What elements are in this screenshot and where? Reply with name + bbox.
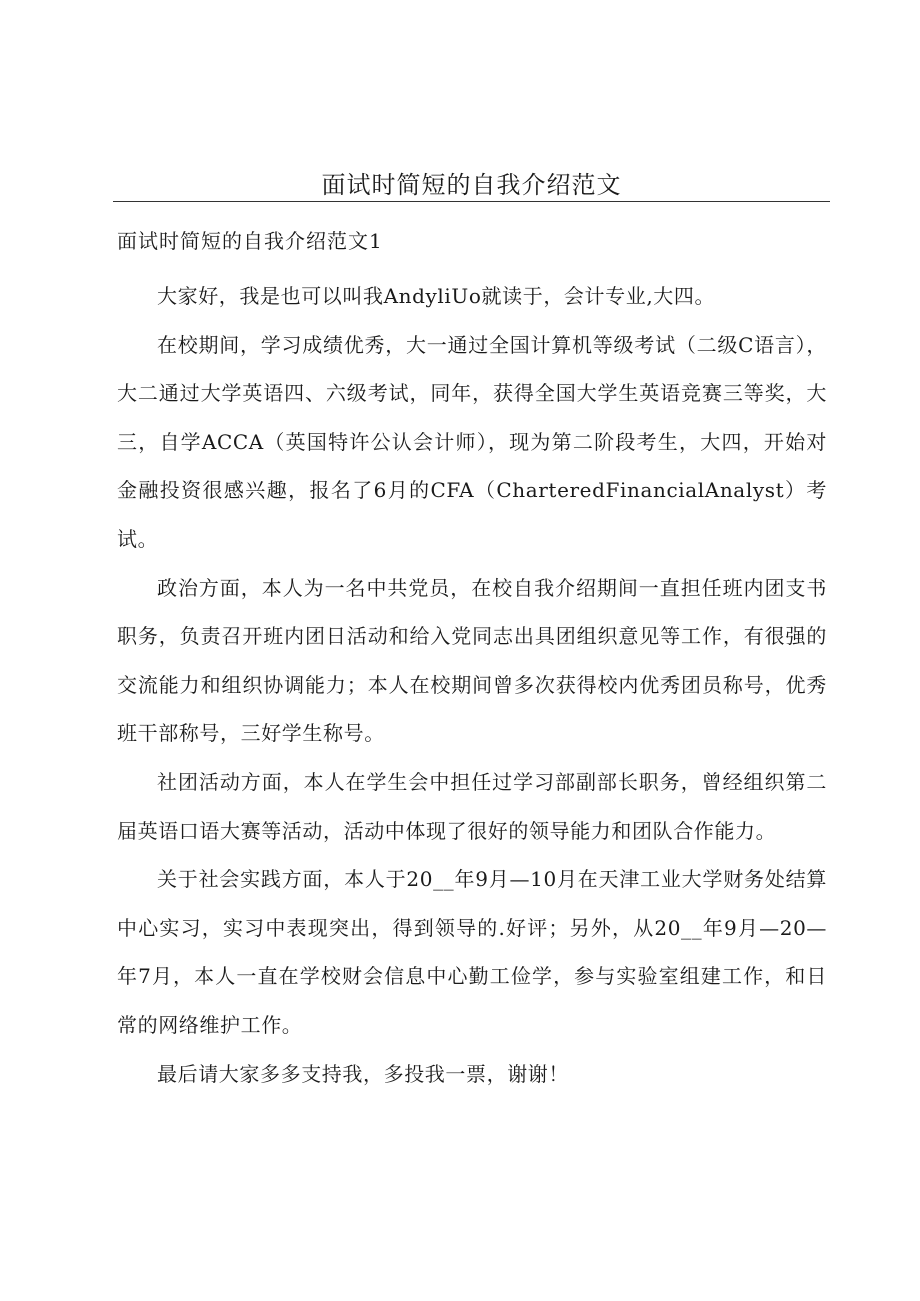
document-title: 面试时简短的自我介绍范文 [321,171,622,199]
title-underline [113,201,830,202]
paragraph-social-practice: 关于社会实践方面，本人于20__年9月—10月在天津工业大学财务处结算中心实习，实习中表现突出，得到领导的.好评；另外，从20__年9月—20—年7月，本人一直在学校财会信息中心勤工俭学，参与实验室组建工作，和日常的网络维护工作。 [117,867,827,1037]
document-body [117,272,827,1098]
paragraph-academics: 在校期间，学习成绩优秀，大一通过全国计算机等级考试（二级C语言），大二通过大学英语四、六级考试，同年，获得全国大学生英语竞赛三等奖，大三，自学ACCA（英国特许公认会计师），现为第二阶段考生，大四，开始对金融投资很感兴趣，报名了6月的CFA（CharteredFinancialAnalyst）考试。 [117,332,827,551]
paragraph-politics: 政治方面，本人为一名中共党员，在校自我介绍期间一直担任班内团支书职务，负责召开班内团日活动和给入党同志出具团组织意见等工作，有很强的交流能力和组织协调能力；本人在校期间曾多次获得校内优秀团员称号，优秀班干部称号，三好学生称号。 [117,575,827,746]
paragraph-club-activities: 社团活动方面，本人在学生会中担任过学习部副部长职务，曾经组织第二届英语口语大赛等活动，活动中体现了很好的领导能力和团队合作能力。 [117,769,827,843]
paragraph-closing: 最后请大家多多支持我，多投我一票，谢谢！ [157,1061,569,1086]
section-heading: 面试时简短的自我介绍范文1 [117,229,383,253]
paragraph-greeting: 大家好，我是也可以叫我AndyliUo就读于，会计专业,大四。 [157,284,716,308]
